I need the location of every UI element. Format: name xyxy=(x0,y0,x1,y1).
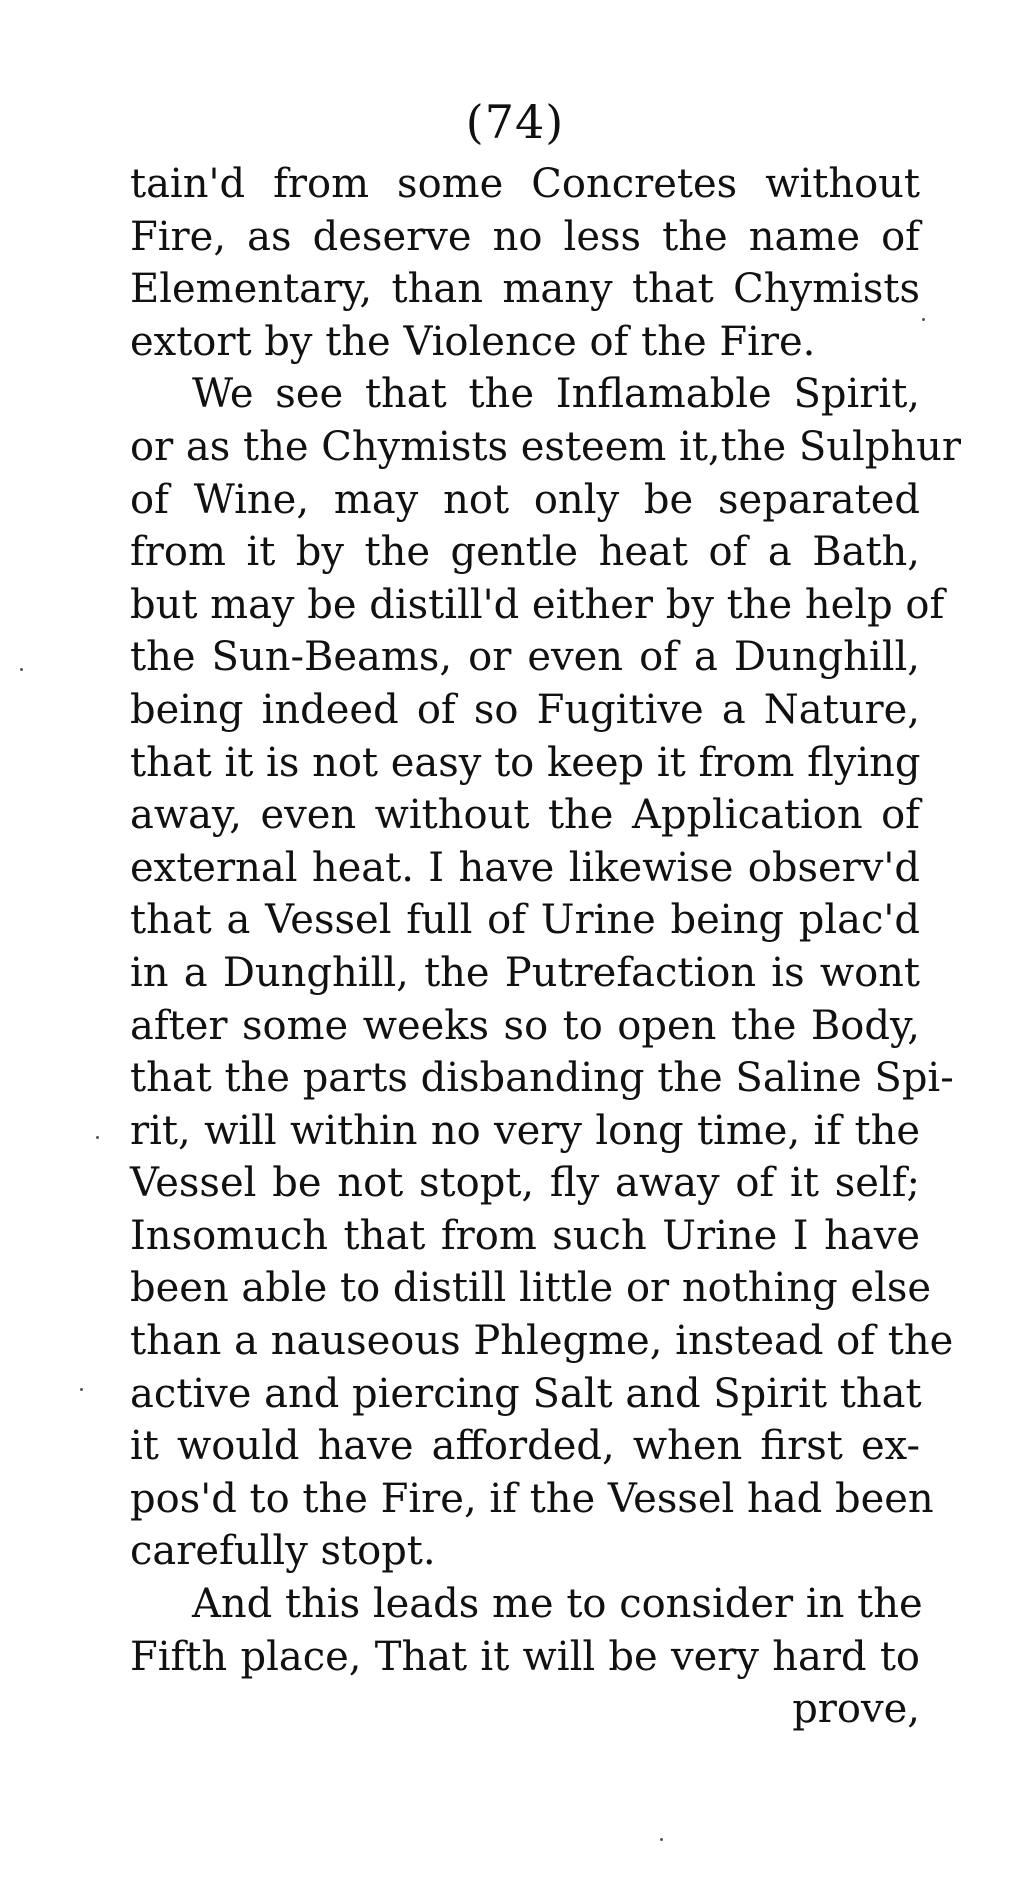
text-line: away, even without the Application of xyxy=(130,792,920,839)
text-line: Elementary, than many that Chymists xyxy=(130,266,920,313)
text-line: Vessel be not stopt, fly away of it self; xyxy=(130,1160,920,1207)
catchword: prove, xyxy=(792,1686,920,1733)
text-line: that a Vessel full of Urine being plac'd xyxy=(130,897,920,944)
ink-speck xyxy=(96,1136,99,1139)
text-line: being indeed of so Fugitive a Nature, xyxy=(130,686,920,733)
text-line: from it by the gentle heat of a Bath, xyxy=(130,529,920,576)
text-line: carefully stopt. xyxy=(130,1528,436,1575)
ink-speck xyxy=(20,668,23,671)
text-line: in a Dunghill, the Putrefaction is wont xyxy=(130,949,920,996)
ink-speck xyxy=(660,1838,663,1841)
text-line: that it is not easy to keep it from flying xyxy=(130,739,921,786)
text-line: of Wine, may not only be separated xyxy=(130,476,920,523)
paragraph-start-line: And this leads me to consider in the xyxy=(192,1581,923,1628)
text-line: after some weeks so to open the Body, xyxy=(130,1002,920,1049)
text-line: pos'd to the Fire, if the Vessel had been xyxy=(130,1475,934,1522)
text-line: or as the Chymists esteem it,the Sulphur xyxy=(130,423,962,470)
text-line: but may be distill'd either by the help of xyxy=(130,581,945,628)
paragraph-start-line: We see that the Inflamable Spirit, xyxy=(192,371,920,418)
text-line: that the parts disbanding the Saline Spi- xyxy=(130,1055,954,1102)
text-line: Fire, as deserve no less the name of xyxy=(130,213,920,260)
text-line: tain'd from some Concretes without xyxy=(130,161,920,207)
text-line: Insomuch that from such Urine I have xyxy=(130,1212,920,1259)
text-line: rit, will within no very long time, if the xyxy=(130,1107,920,1154)
text-line: external heat. I have likewise observ'd xyxy=(130,844,920,891)
ink-speck xyxy=(80,1388,83,1391)
text-line: it would have afforded, when first ex- xyxy=(130,1423,920,1470)
text-line: the Sun-Beams, or even of a Dunghill, xyxy=(130,634,920,681)
text-line: active and piercing Salt and Spirit that xyxy=(130,1370,922,1417)
text-line: been able to distill little or nothing else xyxy=(130,1265,932,1312)
text-line: extort by the Violence of the Fire. xyxy=(130,318,816,365)
text-line: than a nauseous Phlegme, instead of the xyxy=(130,1318,954,1365)
body-text xyxy=(130,158,962,1736)
ink-speck xyxy=(922,318,925,321)
page-number: (74) xyxy=(465,95,565,149)
text-line: Fifth place, That it will be very hard to xyxy=(130,1633,920,1680)
